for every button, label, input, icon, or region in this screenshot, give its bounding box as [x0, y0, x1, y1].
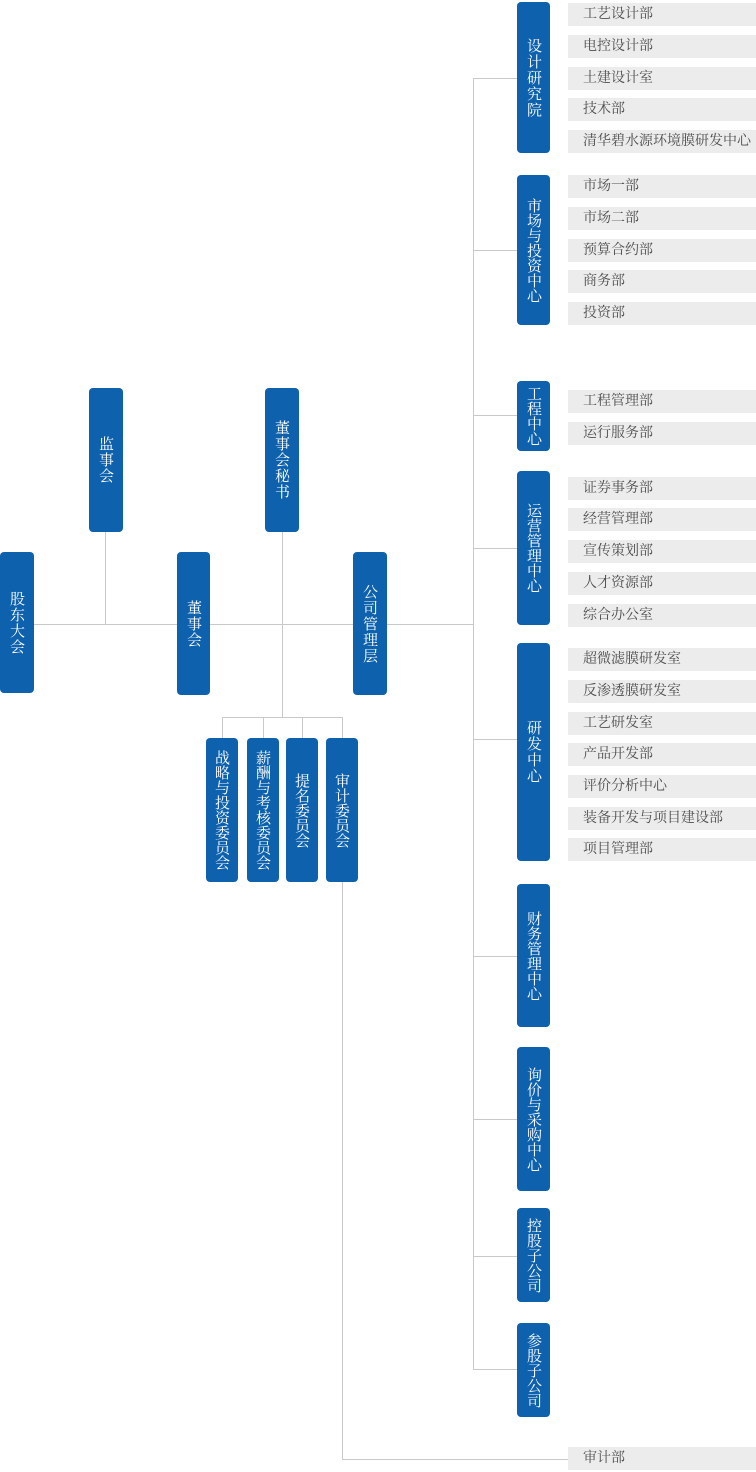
node-supervisory-board: 监事会: [89, 388, 123, 532]
dept-item: 经营管理部: [568, 508, 756, 531]
node-compensation-assessment-committee: 薪酬与考核委员会: [247, 738, 279, 882]
dept-item: 电控设计部: [568, 35, 756, 58]
connector-secretary-committees: [282, 532, 283, 717]
connector-supervisory: [105, 532, 106, 624]
connector-committee-stub-2: [263, 717, 264, 738]
dept-item: 土建设计室: [568, 67, 756, 90]
connector-committee-bar: [222, 717, 343, 718]
connector-trunk: [473, 78, 474, 1369]
connector-branch-rd: [473, 739, 517, 740]
dept-item: 市场二部: [568, 207, 756, 230]
node-nomination-committee: 提名委员会: [286, 738, 318, 882]
node-market-investment-center: 市场与投资中心: [517, 175, 550, 325]
node-operations-management-center: 运营管理中心: [517, 471, 550, 625]
dept-item-audit: 审计部: [568, 1447, 756, 1470]
dept-item: 投资部: [568, 302, 756, 325]
node-audit-committee: 审计委员会: [326, 738, 358, 882]
connector-branch-operations: [473, 548, 517, 549]
dept-item: 装备开发与项目建设部: [568, 807, 756, 830]
dept-item: 评价分析中心: [568, 775, 756, 798]
connector-audit-vertical: [342, 882, 343, 1459]
node-rd-center: 研发中心: [517, 643, 550, 861]
node-finance-management-center: 财务管理中心: [517, 884, 550, 1027]
connector-branch-inquiry: [473, 1119, 517, 1120]
node-engineering-center: 工程中心: [517, 381, 550, 451]
dept-item: 工艺设计部: [568, 3, 756, 26]
dept-item: 产品开发部: [568, 743, 756, 766]
dept-item: 证券事务部: [568, 477, 756, 500]
dept-item: 技术部: [568, 98, 756, 121]
connector-branch-market: [473, 250, 517, 251]
dept-item: 宣传策划部: [568, 540, 756, 563]
dept-item: 综合办公室: [568, 604, 756, 627]
connector-committee-stub-1: [222, 717, 223, 738]
dept-item: 人才资源部: [568, 572, 756, 595]
connector-audit-horizontal: [342, 1459, 568, 1460]
connector-branch-holding: [473, 1256, 517, 1257]
node-design-research-institute: 设计研究院: [517, 2, 550, 153]
node-strategy-investment-committee: 战略与投资委员会: [206, 738, 238, 882]
connector-committee-stub-4: [342, 717, 343, 738]
node-board-of-directors: 董事会: [177, 552, 210, 695]
node-equity-subsidiaries: 参股子公司: [517, 1323, 550, 1417]
connector-branch-finance: [473, 956, 517, 957]
dept-item: 反渗透膜研发室: [568, 680, 756, 703]
dept-item: 工程管理部: [568, 390, 756, 413]
node-shareholders-meeting: 股东大会: [0, 552, 34, 693]
node-holding-subsidiaries: 控股子公司: [517, 1208, 550, 1302]
dept-item: 预算合约部: [568, 239, 756, 262]
dept-item: 超微滤膜研发室: [568, 648, 756, 671]
dept-item: 工艺研发室: [568, 712, 756, 735]
dept-item: 清华碧水源环境膜研发中心: [568, 130, 756, 153]
connector-branch-engineering: [473, 415, 517, 416]
node-board-secretary: 董事会秘书: [265, 388, 299, 532]
dept-item: 项目管理部: [568, 838, 756, 861]
connector-branch-equity: [473, 1369, 517, 1370]
dept-item: 商务部: [568, 270, 756, 293]
dept-item: 市场一部: [568, 175, 756, 198]
node-inquiry-procurement-center: 询价与采购中心: [517, 1047, 550, 1191]
node-company-management: 公司管理层: [353, 552, 387, 695]
connector-main-horizontal: [34, 624, 473, 625]
connector-branch-design: [473, 78, 517, 79]
connector-committee-stub-3: [302, 717, 303, 738]
dept-item: 运行服务部: [568, 422, 756, 445]
